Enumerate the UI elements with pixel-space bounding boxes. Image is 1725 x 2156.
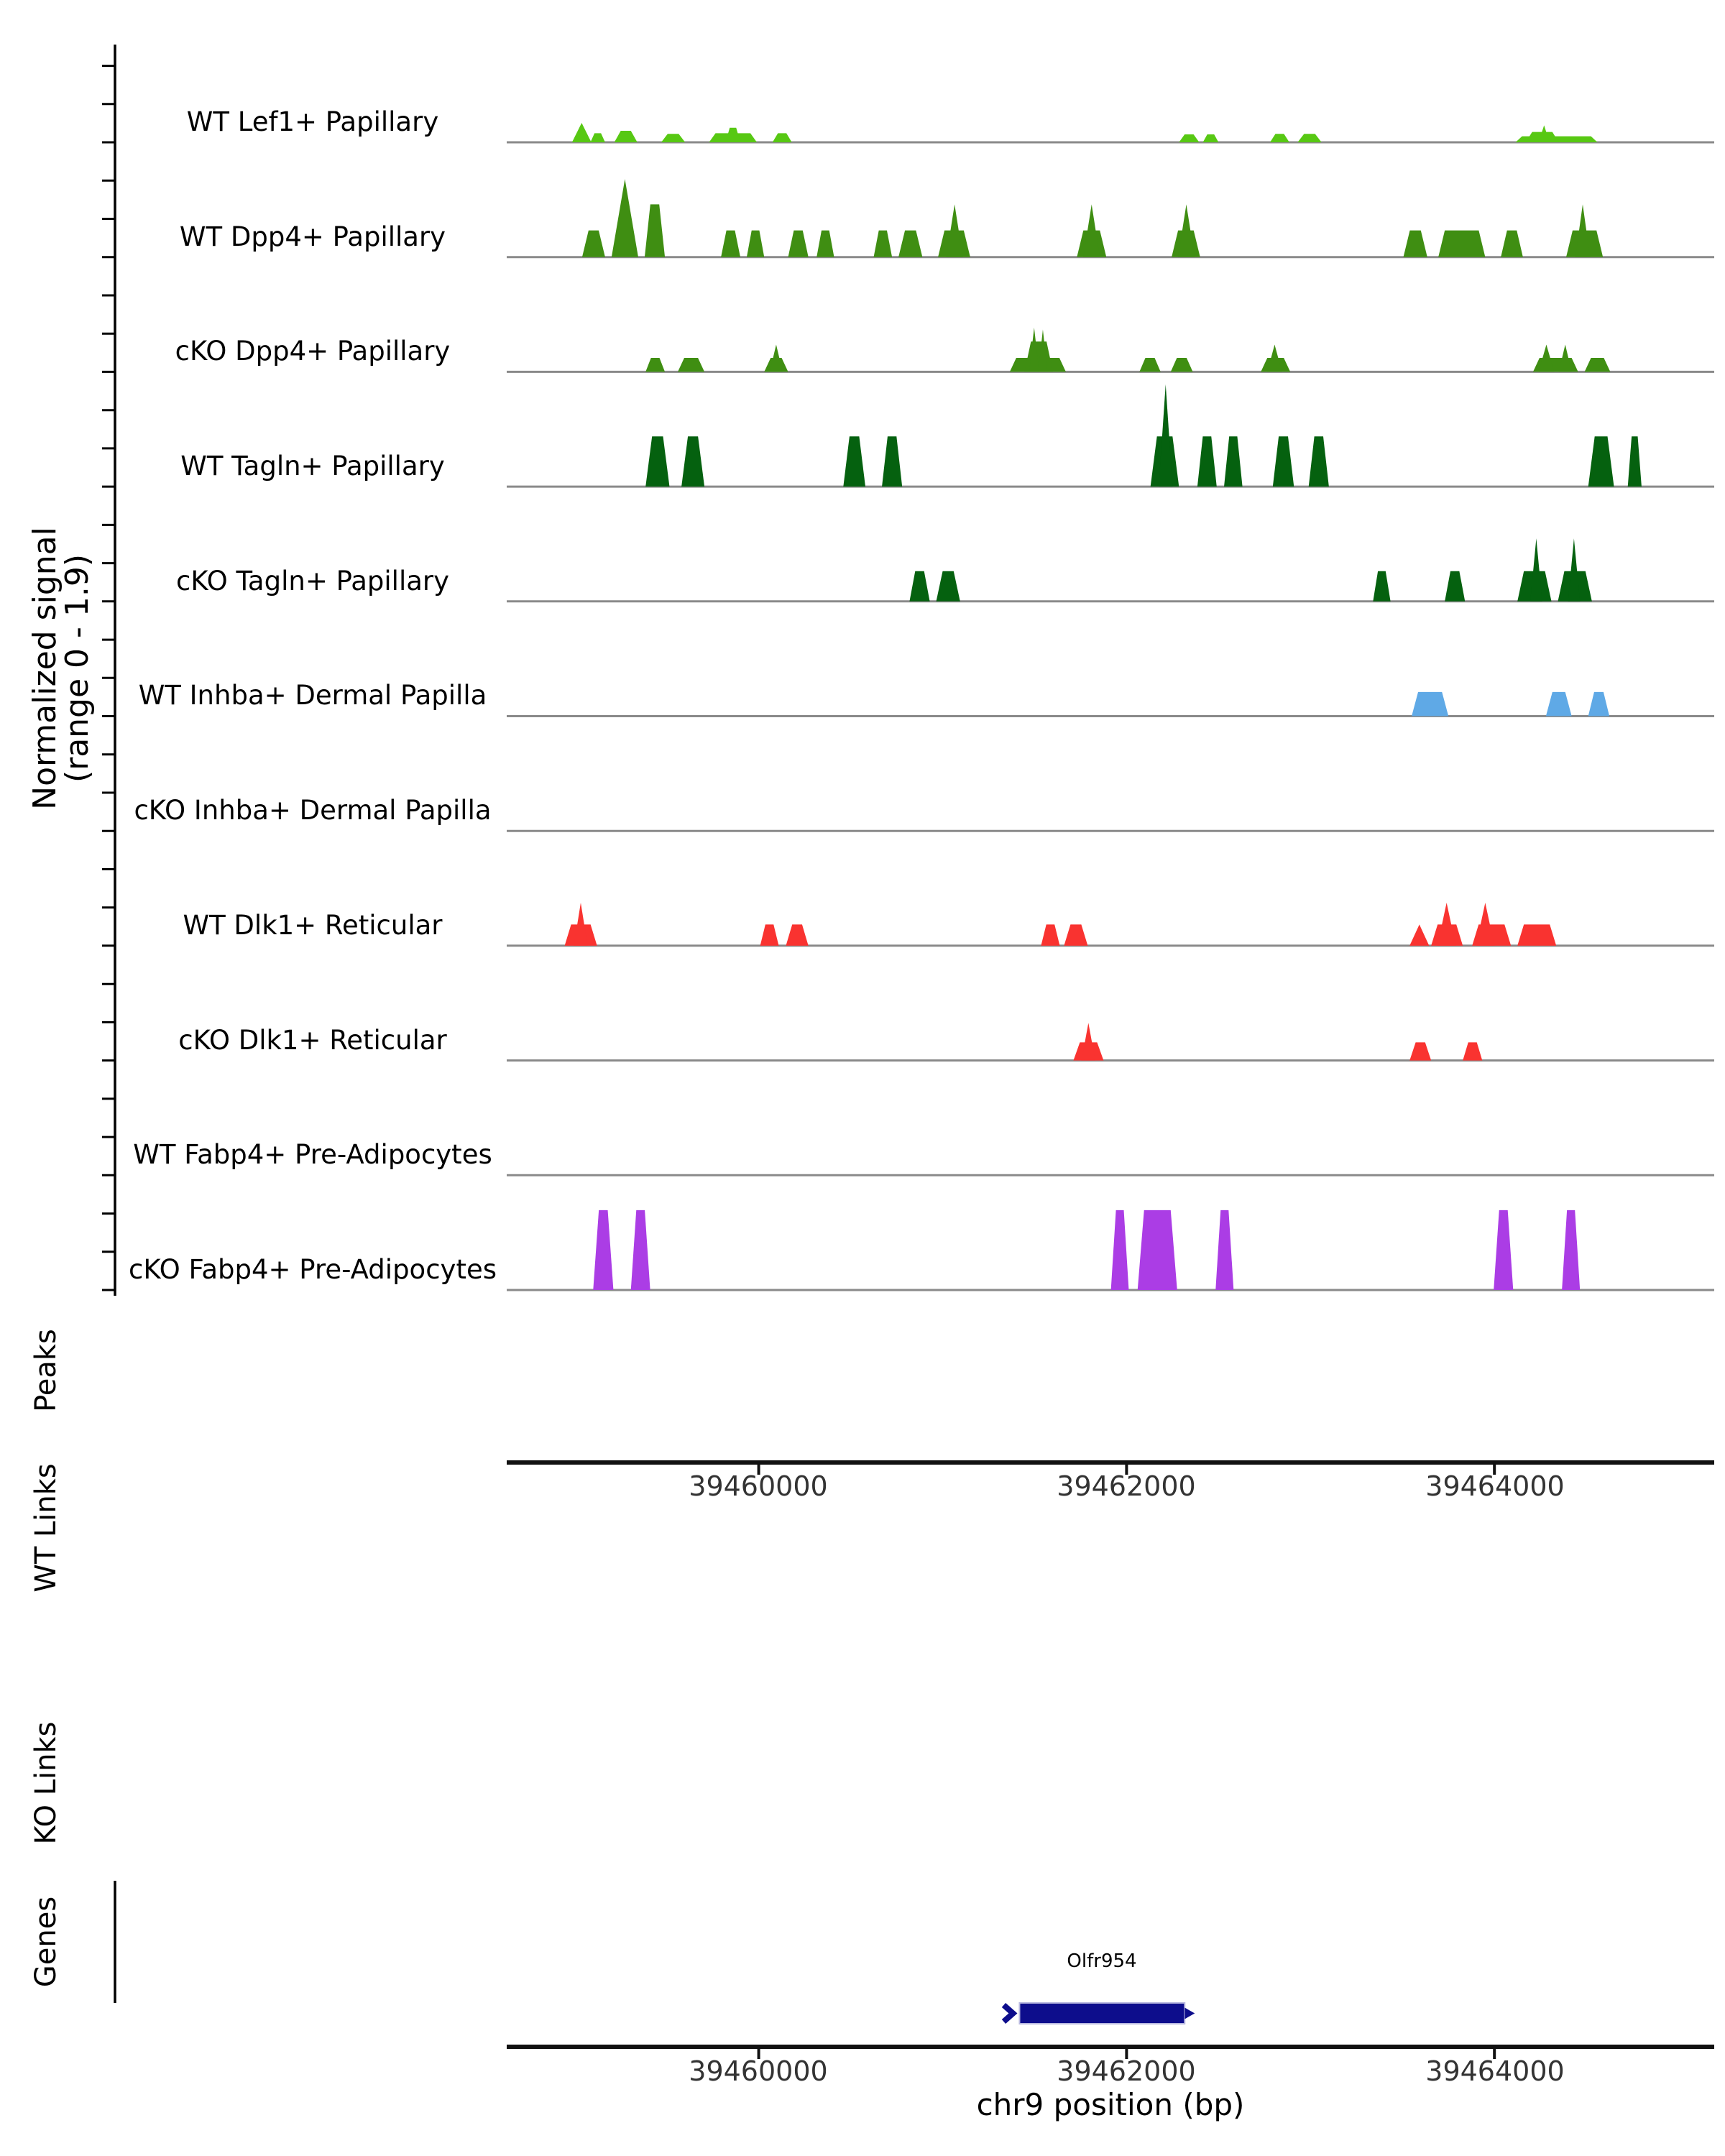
signal-peak: [843, 436, 865, 487]
signal-peak: [816, 231, 834, 257]
signal-peak: [1562, 1210, 1580, 1290]
track-label-wt-inhba: WT Inhba+ Dermal Papilla: [138, 680, 487, 711]
signal-peak: [1215, 1210, 1233, 1290]
signal-peak: [1568, 538, 1581, 602]
signal-peak: [1082, 1023, 1095, 1060]
axis1-tick-39460000: 39460000: [689, 1470, 828, 1502]
signal-peak: [1171, 358, 1193, 372]
signal-peak: [678, 358, 704, 372]
section-label-peaks: Peaks: [29, 1329, 63, 1412]
signal-peak: [1041, 924, 1059, 945]
signal-peak: [1438, 903, 1456, 946]
gene-arrowhead: [1184, 2008, 1195, 2019]
track-label-wt-dlk1: WT Dlk1+ Reticular: [183, 910, 443, 941]
signal-peak: [1530, 538, 1542, 602]
signal-peak: [1463, 1042, 1482, 1060]
track-label-wt-lef1: WT Lef1+ Papillary: [186, 106, 439, 137]
signal-peak: [1476, 903, 1495, 946]
track-label-cko-dpp4: cKO Dpp4+ Papillary: [175, 336, 451, 367]
signal-peak: [612, 179, 638, 257]
axis1-tick-39462000: 39462000: [1057, 1470, 1196, 1502]
track-label-cko-dlk1: cKO Dlk1+ Reticular: [178, 1025, 447, 1056]
signal-peak: [645, 436, 669, 487]
signal-peak: [661, 134, 685, 142]
signal-peak: [590, 133, 604, 142]
signal-peak: [1588, 692, 1609, 717]
signal-peak: [773, 133, 792, 142]
signal-peak: [631, 1210, 650, 1290]
signal-peak: [1197, 436, 1217, 487]
signal-peak: [1138, 1210, 1177, 1290]
track-label-cko-fabp4: cKO Fabp4+ Pre-Adipocytes: [128, 1254, 497, 1285]
section-label-wt-links: WT Links: [29, 1463, 63, 1593]
gene-strand-chevron: [1003, 2005, 1013, 2022]
signal-peak: [882, 436, 902, 487]
signal-peak: [937, 571, 960, 602]
signal-peak: [1179, 134, 1199, 142]
signal-peak: [1024, 341, 1053, 372]
signal-peak: [1588, 436, 1614, 487]
track-label-wt-tagln: WT Tagln+ Papillary: [180, 451, 445, 482]
signal-peak: [726, 128, 740, 142]
signal-peak: [1445, 571, 1465, 602]
track-label-cko-inhba: cKO Inhba+ Dermal Papilla: [134, 795, 492, 826]
y-axis-label-line1: Normalized signal: [27, 527, 63, 810]
signal-peak: [1409, 924, 1429, 945]
gene-body: [1019, 2003, 1184, 2024]
signal-peak: [645, 358, 665, 372]
signal-peak: [572, 123, 592, 142]
signal-peak: [574, 903, 587, 946]
signal-peak: [1585, 358, 1611, 372]
signal-peak: [909, 571, 929, 602]
signal-peak: [1159, 384, 1172, 487]
signal-peak: [1517, 924, 1556, 945]
signal-peak: [1438, 231, 1485, 257]
track-label-cko-tagln: cKO Tagln+ Papillary: [175, 566, 450, 596]
gene-label-olfr954: Olfr954: [1067, 1950, 1137, 1972]
signal-peak: [747, 231, 764, 257]
axis2-tick-39464000: 39464000: [1425, 2055, 1565, 2087]
signal-peak: [1373, 571, 1390, 602]
signal-peak: [874, 231, 893, 257]
signal-peak: [786, 924, 808, 945]
axis1-tick-39464000: 39464000: [1425, 1470, 1565, 1502]
signal-peak: [1412, 692, 1448, 717]
signal-peak: [645, 204, 665, 257]
signal-peak: [1494, 1210, 1513, 1290]
track-label-wt-dpp4: WT Dpp4+ Papillary: [179, 221, 446, 252]
section-label-ko-links: KO Links: [29, 1721, 63, 1845]
signal-peak: [1628, 436, 1642, 487]
signal-peak: [1111, 1210, 1129, 1290]
section-label-genes: Genes: [29, 1896, 63, 1988]
axis2-tick-39460000: 39460000: [689, 2055, 828, 2087]
axis2-tick-39462000: 39462000: [1057, 2055, 1196, 2087]
signal-peak: [1273, 436, 1294, 487]
signal-peak: [898, 231, 922, 257]
signal-peak: [582, 231, 605, 257]
signal-peak: [1404, 231, 1427, 257]
signal-peak: [1139, 358, 1160, 372]
signal-peak: [1409, 1042, 1431, 1060]
signal-peak: [1501, 231, 1523, 257]
signal-peak: [721, 231, 740, 257]
signal-peak: [760, 924, 779, 945]
signal-peak: [1064, 924, 1087, 945]
signal-peak: [615, 131, 638, 142]
track-label-wt-fabp4: WT Fabp4+ Pre-Adipocytes: [133, 1139, 492, 1170]
signal-peak: [681, 436, 704, 487]
signal-peak: [1224, 436, 1243, 487]
signal-peak: [1309, 436, 1329, 487]
signal-peak: [1270, 134, 1289, 142]
signal-peak: [593, 1210, 613, 1290]
signal-peak: [1297, 134, 1321, 142]
signal-peak: [1546, 692, 1572, 717]
y-axis-label-line2: (range 0 - 1.9): [59, 553, 96, 783]
x-axis-label: chr9 position (bp): [976, 2087, 1245, 2122]
signal-peak: [788, 231, 809, 257]
signal-peak: [1203, 134, 1219, 142]
